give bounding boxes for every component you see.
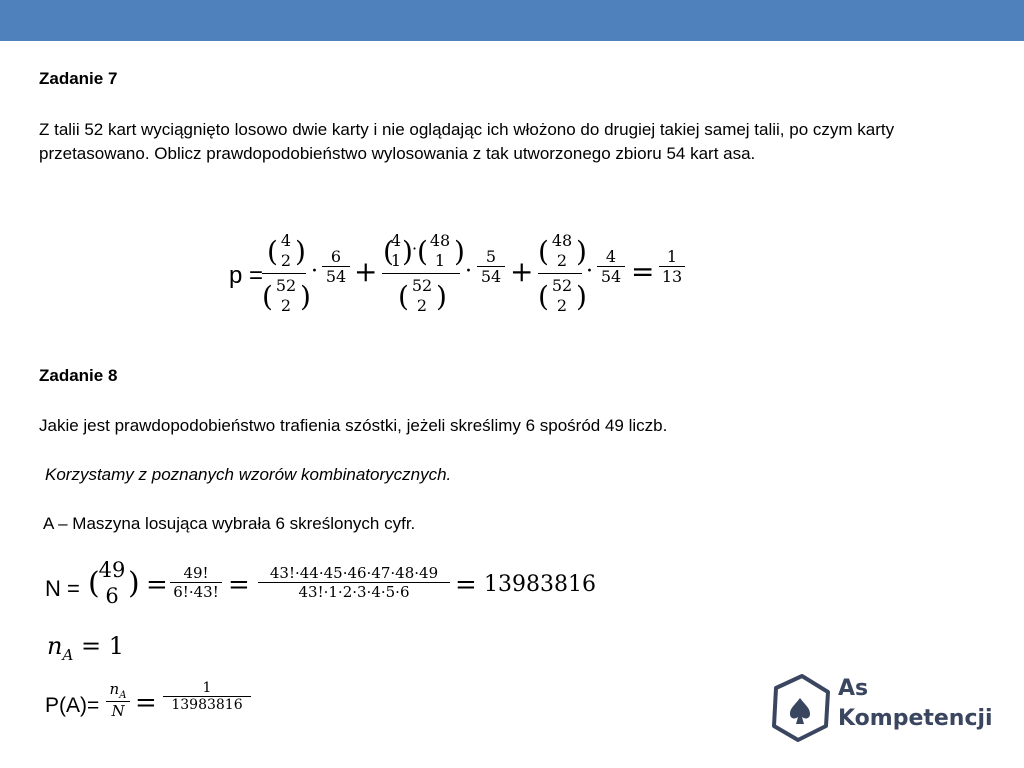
binom-49-6: ( 49 6 ) (88, 558, 140, 608)
task7-text: Z talii 52 kart wyciągnięto losowo dwie karty i nie oglądając ich włożono do drugiej takiej samej talii, po czym karty przetasowano. Oblicz prawdopodobieństwo wylosowania z tak utworzonego zbioru 54 kart asa. (39, 120, 895, 163)
N-formula: N = ( 49 6 ) = 49! 6!·43! = 43!·44·45·46·47·48·49 43!·1·2·3·4·5·6 = 13983816 (0, 558, 1024, 622)
p-label: p = (229, 262, 264, 289)
task8-heading: Zadanie 8 (39, 366, 118, 385)
task8-note: Korzystamy z poznanych wzorów kombinatorycznych. (45, 465, 452, 484)
as-kompetencji-logo: As Kompetencji (768, 670, 998, 745)
fraction-nA-N: $n_A$ N (106, 680, 130, 720)
result-1-13: 1 13 (659, 247, 685, 286)
PA-formula: P(A)= $n_A$ N = 1 13983816 (0, 680, 1024, 730)
card-spade-icon (768, 670, 832, 744)
fraction-4-54: 4 54 (597, 247, 625, 286)
result-fraction: 1 13983816 (163, 680, 251, 713)
nA-equation: $n_A = 1$ (47, 632, 124, 664)
binom-4-2: ( 4 2 ) (267, 231, 306, 270)
task7-formula: p = ( 4 2 ) ( 52 2 ) · 6 54 + ( 4 1 ) · ( 48 1 ) ( 52 2 ) · 5 54 + ( 48 2 ) ( 52 2 ) · 4 54 = 1 13 (0, 225, 1024, 325)
fraction-49f: 49! 6!·43! (170, 564, 222, 601)
term1-fraction (262, 231, 311, 321)
task7-heading: Zadanie 7 (39, 69, 118, 88)
binom-52-2: ( 52 2 ) (262, 276, 311, 315)
task8-event: A – Maszyna losująca wybrała 6 skreślonych cyfr. (43, 514, 416, 533)
fraction-6-54: 6 54 (322, 247, 350, 286)
top-bar (0, 0, 1024, 41)
fraction-expanded: 43!·44·45·46·47·48·49 43!·1·2·3·4·5·6 (258, 564, 450, 601)
term3-fraction: ( 48 2 ) ( 52 2 ) (538, 231, 587, 315)
task8-text: Jakie jest prawdopodobieństwo trafienia szóstki, jeżeli skreślimy 6 spośród 49 liczb. (39, 416, 668, 435)
N-value: 13983816 (484, 572, 596, 597)
term2-fraction: ( 4 1 ) · ( 48 1 ) ( 52 2 ) (383, 231, 465, 315)
fraction-5-54: 5 54 (477, 247, 505, 286)
